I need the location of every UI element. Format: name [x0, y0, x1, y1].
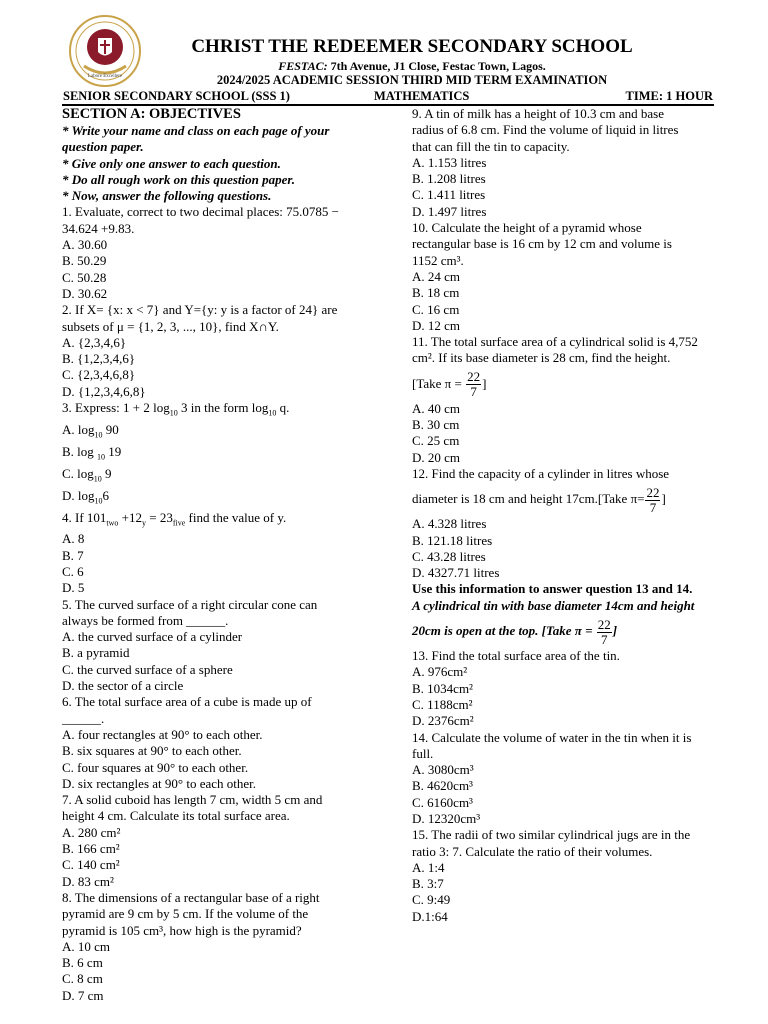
question-line: 9. A tin of milk has a height of 10.3 cm and base: [412, 106, 665, 121]
question-line: D. {1,2,3,4,6,8}: [62, 383, 146, 399]
question-line: D. 20 cm: [412, 449, 461, 465]
question-line: 7. A solid cuboid has length 7 cm, width 5 cm and: [62, 792, 323, 808]
question-line: always be formed from ______.: [62, 612, 229, 628]
question-line: A. 3080cm³: [412, 762, 474, 778]
question-4-stem: 4. If $101_{two} +12_y = 23_{five}$ find the value of y.: [62, 509, 287, 528]
question-line: 14. Calculate the volume of water in the tin when it is: [412, 729, 692, 745]
question-line: B. 166 cm²: [62, 841, 120, 857]
question-12-options: [412, 516, 722, 581]
question-line: C. 50.28: [62, 269, 107, 285]
question-line: B. 3:7: [412, 876, 444, 892]
question-line: subsets of μ = {1, 2, 3, ..., 10}, find X∩Y.: [62, 318, 279, 334]
question-line: 34.624 +9.83.: [62, 220, 135, 236]
question-line: C. 140 cm²: [62, 857, 120, 873]
question-line: full.: [412, 745, 434, 761]
question-line: A. 1.153 litres: [412, 154, 487, 170]
questions-1-2: [62, 204, 400, 400]
question-line: 1152 cm³.: [412, 252, 464, 268]
class-label: SENIOR SECONDARY SCHOOL (SSS 1): [63, 89, 290, 103]
question-line: B. {1,2,3,4,6}: [62, 351, 136, 367]
question-line: B. 1.208 litres: [412, 171, 486, 187]
question-line: A. 976cm²: [412, 664, 468, 680]
question-line: A. 10 cm: [62, 938, 111, 954]
question-line: B. six squares at 90° to each other.: [62, 743, 242, 759]
question-line: B. 30 cm: [412, 417, 460, 433]
question-line: D. six rectangles at 90° to each other.: [62, 775, 256, 791]
question-line: D. 1.497 litres: [412, 203, 487, 219]
question-line: A. four rectangles at 90° to each other.: [62, 726, 263, 742]
question-line: A. 40 cm: [412, 400, 461, 416]
question-line: A. 24 cm: [412, 268, 461, 284]
fraction-22-over-7: $\frac{22}{7}$: [646, 484, 660, 515]
exam-meta-row: [63, 89, 713, 105]
question-line: 5. The curved surface of a right circular cone can: [62, 596, 318, 612]
question-line: pyramid are 9 cm by 5 cm. If the volume of the: [62, 906, 309, 922]
question-line: D. the sector of a circle: [62, 678, 184, 694]
questions-11-12: [412, 401, 722, 482]
question-line: radius of 6.8 cm. Find the volume of liquid in litres: [412, 122, 679, 138]
question-line: B. 7: [62, 547, 84, 563]
question-line: B. 1034cm²: [412, 680, 473, 696]
question-3-option-c: C. $\log_{10} 9$: [62, 465, 112, 484]
question-line: D. 30.62: [62, 285, 108, 301]
fraction-22-over-7: $\frac{22}{7}$: [597, 616, 611, 647]
question-line: 1. Evaluate, correct to two decimal places: 75.0785 −: [62, 204, 339, 220]
question-3-option-d: D. $\log_{10}6$: [62, 487, 109, 506]
question-12-pi-note: diameter is 18 cm and height 17cm.[Take π= $\frac{22}{7}$ ]: [412, 484, 666, 515]
question-line: C. 8 cm: [62, 971, 103, 987]
question-line: B. 18 cm: [412, 285, 460, 301]
question-line: C. 6160cm³: [412, 794, 473, 810]
question-line: 2. If X= {x: x < 7} and Y={y: y is a factor of 24} are: [62, 302, 338, 318]
questions-9-11: [412, 106, 722, 367]
question-line: C. the curved surface of a sphere: [62, 661, 233, 677]
question-line: C. four squares at 90° to each other.: [62, 759, 249, 775]
question-line: A. 280 cm²: [62, 824, 121, 840]
question-line: C. 1188cm²: [412, 696, 473, 712]
fraction-22-over-7: $\frac{22}{7}$: [467, 369, 481, 400]
question-line: A. {2,3,4,6}: [62, 334, 127, 350]
instruction-line: * Do all rough work on this question paper.: [62, 171, 295, 187]
question-line: 8. The dimensions of a rectangular base of a right: [62, 889, 320, 905]
left-column: [62, 106, 400, 1004]
question-line: D. 12 cm: [412, 317, 461, 333]
question-line: B. 6 cm: [62, 955, 103, 971]
question-11-pi-note: [Take π = $\frac{22}{7}$ ]: [412, 369, 487, 400]
question-line: 13. Find the total surface area of the tin.: [412, 648, 620, 664]
question-line: 11. The total surface area of a cylindrical solid is 4,752: [412, 334, 698, 350]
question-line: B. a pyramid: [62, 645, 130, 661]
question-line: C. {2,3,4,6,8}: [62, 367, 136, 383]
school-name: CHRIST THE REDEEMER SECONDARY SCHOOL: [191, 36, 633, 57]
subject-label: MATHEMATICS: [374, 89, 470, 103]
question-line: height 4 cm. Calculate its total surface area.: [62, 808, 290, 824]
question-line: D. 83 cm²: [62, 873, 114, 889]
question-line: B. 4620cm³: [412, 778, 473, 794]
questions-13-15: [412, 648, 722, 925]
question-line: D. 7 cm: [62, 987, 104, 1003]
question-line: A. 8: [62, 531, 85, 547]
question-line: C. 16 cm: [412, 301, 460, 317]
instruction-line: question paper.: [62, 139, 144, 155]
question-line: 6. The total surface area of a cube is made up of: [62, 694, 312, 710]
question-line: C. 43.28 litres: [412, 548, 486, 564]
question-line: B. 50.29: [62, 253, 107, 269]
question-line: 10. Calculate the height of a pyramid whose: [412, 220, 642, 236]
question-line: D. 4327.71 litres: [412, 565, 500, 581]
question-line: that can fill the tin to capacity.: [412, 138, 570, 154]
questions-4-8: [62, 531, 400, 1004]
question-line: C. 25 cm: [412, 433, 460, 449]
school-address: FESTAC: 7th Avenue, J1 Close, Festac Town, Lagos.: [278, 59, 546, 73]
exam-session: 2024/2025 ACADEMIC SESSION THIRD MID TERM EXAMINATION: [216, 73, 608, 87]
question-3-option-a: A. $\log_{10} 90$: [62, 421, 119, 440]
question-line: cm². If its base diameter is 28 cm, find the height.: [412, 350, 671, 366]
question-line: ______.: [62, 710, 105, 726]
question-line: ratio 3: 7. Calculate the ratio of their volumes.: [412, 843, 653, 859]
question-line: C. 6: [62, 563, 84, 579]
question-line: D. 5: [62, 580, 85, 596]
instruction-line: * Give only one answer to each question.: [62, 155, 281, 171]
instructions: [62, 123, 400, 204]
question-line: C. 9:49: [412, 892, 451, 908]
question-line: pyramid is 105 cm³, how high is the pyramid?: [62, 922, 302, 938]
question-line: D.1:64: [412, 908, 448, 924]
question-3-stem: 3. Express: 1 + 2 $\log_{10} 3$ in the form $\log_{10} q$.: [62, 400, 290, 418]
question-line: D. 2376cm²: [412, 713, 474, 729]
question-line: A. 1:4: [412, 859, 445, 875]
instruction-line: * Write your name and class on each page of your: [62, 123, 330, 138]
info-heading: Use this information to answer question 13 and 14.: [412, 581, 693, 597]
question-line: A. 4.328 litres: [412, 516, 487, 532]
question-line: rectangular base is 16 cm by 12 cm and volume is: [412, 236, 672, 252]
question-3-option-b: B. log $_{10}$ 19: [62, 443, 122, 462]
time-label: TIME: 1 HOUR: [625, 89, 713, 103]
instruction-line: * Now, answer the following questions.: [62, 188, 272, 204]
question-line: C. 1.411 litres: [412, 187, 486, 203]
right-column: [412, 106, 722, 925]
section-heading: SECTION A: OBJECTIVES: [62, 106, 241, 122]
question-line: A. the curved surface of a cylinder: [62, 629, 243, 645]
question-line: 15. The radii of two similar cylindrical jugs are in the: [412, 827, 691, 843]
info-line-2: 20cm is open at the top. [Take π = $\frac{22}{7}$ ]: [412, 616, 618, 647]
question-line: D. 12320cm³: [412, 810, 481, 826]
question-line: A. 30.60: [62, 237, 108, 253]
question-line: B. 121.18 litres: [412, 532, 493, 548]
info-line-1: A cylindrical tin with base diameter 14cm and height: [412, 597, 695, 613]
svg-text:Labore Excellere: Labore Excellere: [87, 74, 123, 79]
question-line: 12. Find the capacity of a cylinder in litres whose: [412, 465, 670, 481]
